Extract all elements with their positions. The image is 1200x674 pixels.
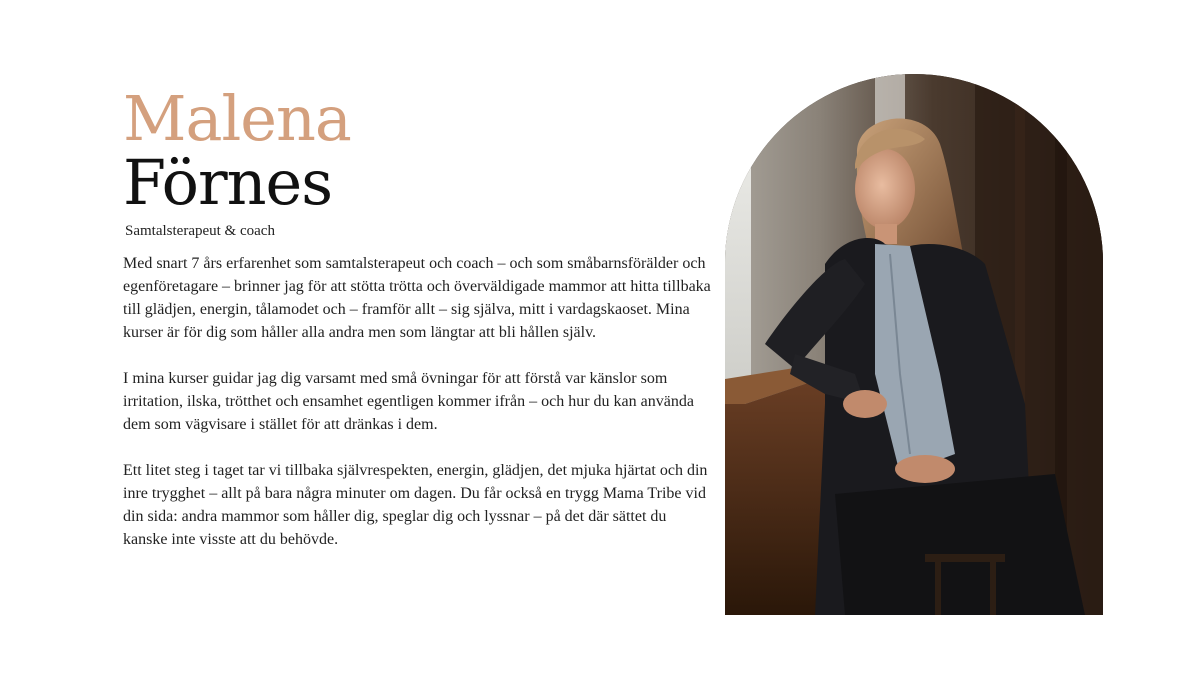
bio-paragraph-1: Med snart 7 års erfarenhet som samtalsterapeut och coach – och som småbarnsförälder och egenföretagare – brinner jag för att stötta trötta och överväldigade mammor att hitta tillbaka till glädjen, energin, tålamodet och – framför allt – sig själva, mitt i vardagskaoset. Mina kurser är för dig som håller alla andra men som längtar att bli hållen själv. — [123, 255, 711, 341]
portrait-illustration — [725, 74, 1103, 615]
first-name-heading: Malena — [123, 82, 351, 155]
last-name-heading: Förnes — [123, 146, 333, 219]
bio-paragraph-3: Ett litet steg i taget tar vi tillbaka självrespekten, energin, glädjen, det mjuka hjärtat och din inre trygghet – allt på bara några minuter om dagen. Du får också en trygg Mama Tribe vid din sida: andra mammor som håller dig, speglar dig och lyssnar – på det där sättet du kanske inte visste att du behövde. — [123, 462, 708, 548]
role-subtitle: Samtalsterapeut & coach — [125, 223, 275, 239]
profile-text-column — [123, 82, 713, 574]
bio-paragraph-2: I mina kurser guidar jag dig varsamt med små övningar för att förstå var känslor som irritation, ilska, trötthet och ensamhet egentligen kommer ifrån – och hur du kan använda dem som vägvisare i stället för att dränkas i dem. — [123, 370, 694, 433]
bio-text — [123, 252, 713, 551]
portrait-photo — [725, 74, 1103, 615]
